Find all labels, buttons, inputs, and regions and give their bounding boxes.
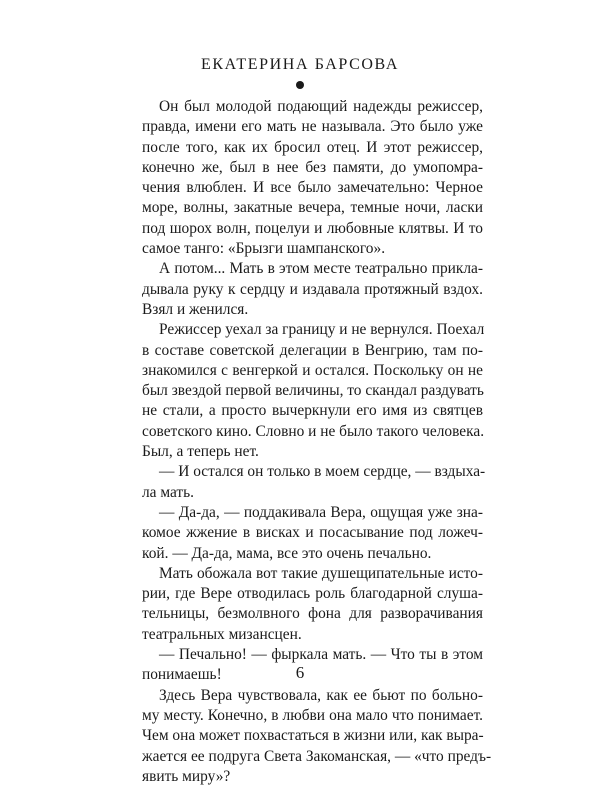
text-line: понимаешь! xyxy=(142,666,222,684)
text-line: Он был молодой подающий надежды режиссер, xyxy=(159,98,483,115)
text-line: комое жжение в висках и посасывание под ложеч- xyxy=(142,524,483,542)
text-line: чения влюблен. И все было замечательно: Черное xyxy=(142,179,483,197)
text-line: после того, как их бросил отец. И этот режиссер, xyxy=(142,138,483,156)
text-line: му месту. Конечно, в любви она мало что понимает. xyxy=(142,706,483,724)
text-line: ла мать. xyxy=(142,483,195,501)
text-line: знакомился с венгеркой и остался. Поскольку он не xyxy=(142,361,483,379)
text-line: Здесь Вера чувствовала, как ее бьют по больно- xyxy=(159,686,483,704)
text-line: море, волны, закатные вечера, темные ночи, ласки xyxy=(142,199,483,217)
text-line: Был, а теперь нет. xyxy=(142,443,259,461)
text-line: явить миру»? xyxy=(142,767,231,785)
text-line: был звездой первой величины, то скандал раздувать xyxy=(142,382,484,400)
body-text xyxy=(142,97,492,787)
text-line: рии, где Вере отводилась роль благодарной слуша- xyxy=(142,585,483,603)
text-line: самое танго: «Брызги шампанского». xyxy=(142,240,386,258)
text-line: дывала руку к сердцу и издавала протяжный вздох. xyxy=(142,280,483,298)
text-line: — Печально! — фыркала мать. — Что ты в этом xyxy=(159,646,483,664)
text-line: театральных мизансцен. xyxy=(142,625,302,643)
text-line: тельницы, безмолвного фона для разворачивания xyxy=(142,605,483,623)
text-line: — Да-да, — поддакивала Вера, ощущая уже зна- xyxy=(159,503,483,521)
text-line: советского кино. Словно и не было такого человека. xyxy=(142,422,485,440)
running-head: ЕКАТЕРИНА БАРСОВА xyxy=(201,56,399,73)
text-line: Мать обожала вот такие душещипательные исто- xyxy=(159,564,483,582)
ornament-bullet-icon xyxy=(296,81,304,89)
text-line: под шорох волн, поцелуи и любовные клятвы. И то xyxy=(142,219,483,237)
text-line: в составе советской делегации в Венгрию, там по- xyxy=(142,341,483,359)
text-line: Взял и женился. xyxy=(142,300,249,318)
text-line: правда, имени его мать не называла. Это было уже xyxy=(142,118,483,136)
page-number: 6 xyxy=(295,663,305,682)
text-line: конечно же, был в нее без памяти, до умопомра- xyxy=(142,158,483,176)
text-line: Чем она может похвастаться в жизни или, как выра- xyxy=(142,727,484,745)
text-line: кой. — Да-да, мама, все это очень печально. xyxy=(142,544,432,562)
text-line: жается ее подруга Света Закоманская, — «что предъ- xyxy=(142,747,492,765)
text-line: — И остался он только в моем сердце, — вздыха- xyxy=(159,463,486,481)
text-line: Режиссер уехал за границу и не вернулся. Поехал xyxy=(159,321,485,339)
text-line: А потом... Мать в этом месте театрально прикла- xyxy=(159,260,483,278)
text-line: не стали, а просто вычеркнули его имя из святцев xyxy=(142,402,483,420)
